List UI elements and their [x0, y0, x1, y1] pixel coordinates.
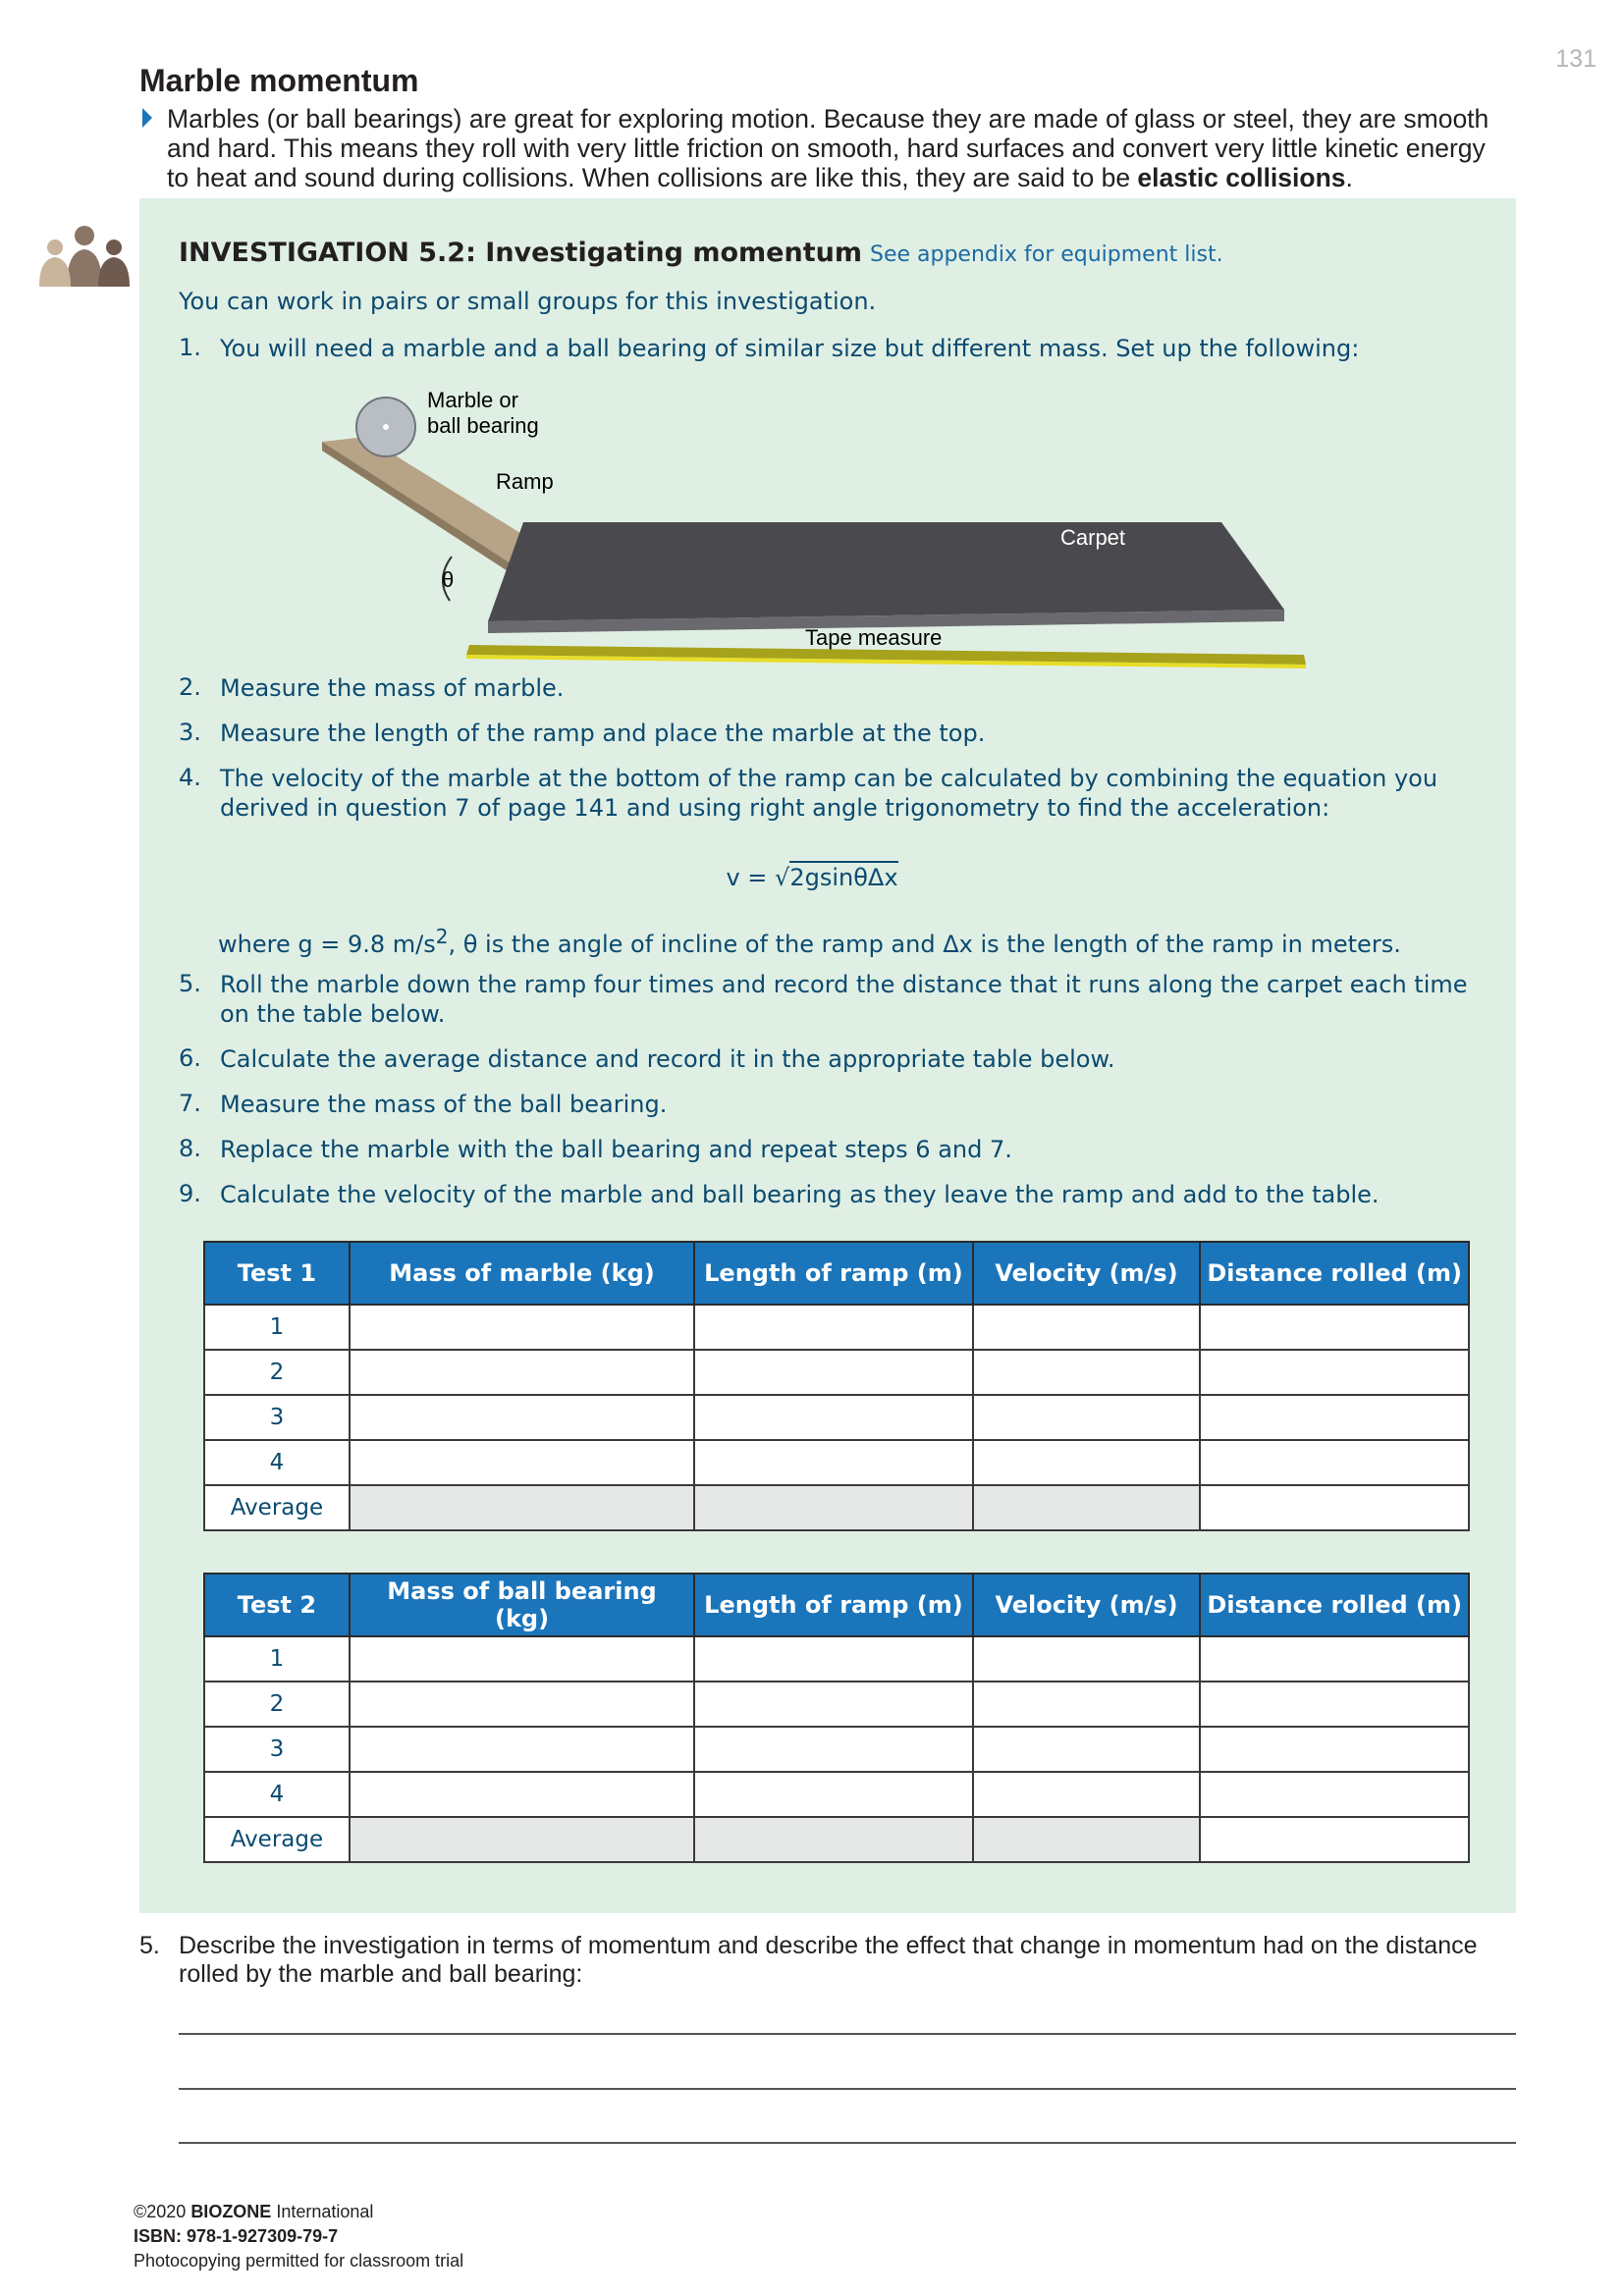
col-header-mass: Mass of marble (kg) — [350, 1242, 694, 1305]
footer — [134, 2200, 463, 2273]
shaded-cell — [350, 1817, 694, 1862]
answer-cell[interactable] — [973, 1305, 1201, 1350]
section-title: Marble momentum — [139, 63, 419, 98]
step-text: Calculate the velocity of the marble and ball bearing as they leave the ramp and add to the table. — [220, 1181, 1380, 1208]
ramp-label: Ramp — [496, 469, 554, 494]
answer-line[interactable] — [179, 2033, 1516, 2035]
page-number: 131 — [1555, 45, 1597, 73]
intro-text: Marbles (or ball bearings) are great for exploring motion. Because they are made of glass or steel, they are smooth and hard. This means they roll with very little friction on smooth, hard surfaces and convert very little kinetic energy to heat and sound during collisions. When collisions are like this, they are said to be — [167, 104, 1489, 192]
formula-explanation — [218, 925, 1494, 958]
tape-measure-label: Tape measure — [805, 625, 943, 650]
shaded-cell — [973, 1485, 1201, 1530]
step-number: 1. — [179, 334, 201, 361]
step-3 — [179, 719, 1494, 748]
step-text: Roll the marble down the ramp four times and record the distance that it runs along the carpet each time on the table below. — [220, 971, 1468, 1028]
row-label: Average — [204, 1485, 350, 1530]
answer-cell[interactable] — [694, 1636, 973, 1682]
col-header-test: Test 1 — [204, 1242, 350, 1305]
answer-cell[interactable] — [1200, 1350, 1469, 1395]
step-1 — [179, 334, 1494, 363]
answer-cell[interactable] — [1200, 1395, 1469, 1440]
question-text: Describe the investigation in terms of momentum and describe the effect that change in momentum had on the distance rolled by the marble and ball bearing: — [179, 1932, 1478, 1988]
test-2-table — [203, 1573, 1470, 1863]
where-sup: 2 — [435, 925, 449, 948]
ramp-setup-diagram — [295, 388, 1326, 682]
table-header-row — [204, 1574, 1469, 1636]
answer-cell[interactable] — [973, 1350, 1201, 1395]
brand-name: BIOZONE — [190, 2202, 272, 2221]
answer-cell[interactable] — [1200, 1485, 1469, 1530]
answer-cell[interactable] — [973, 1772, 1201, 1817]
sqrt-symbol: √ — [775, 864, 790, 891]
table-row — [204, 1305, 1469, 1350]
step-text: Measure the mass of marble. — [220, 674, 565, 702]
where-text: where g = 9.8 m/s — [218, 931, 436, 958]
col-header-mass: Mass of ball bearing (kg) — [350, 1574, 694, 1636]
table-row — [204, 1636, 1469, 1682]
bullet-arrow-icon — [142, 108, 152, 128]
answer-cell[interactable] — [694, 1772, 973, 1817]
step-text: Replace the marble with the ball bearing and repeat steps 6 and 7. — [220, 1136, 1012, 1163]
step-number: 5. — [179, 970, 201, 997]
step-number: 8. — [179, 1135, 201, 1162]
table-row-average — [204, 1817, 1469, 1862]
row-label: 3 — [204, 1395, 350, 1440]
answer-line[interactable] — [179, 2142, 1516, 2144]
col-header-velocity: Velocity (m/s) — [973, 1574, 1201, 1636]
answer-cell[interactable] — [694, 1682, 973, 1727]
copyright-year: ©2020 — [134, 2202, 191, 2221]
table-row — [204, 1772, 1469, 1817]
answer-cell[interactable] — [350, 1305, 694, 1350]
where-text-end: , θ is the angle of incline of the ramp and Δx is the length of the ramp in meters. — [448, 931, 1401, 958]
answer-cell[interactable] — [694, 1350, 973, 1395]
answer-line[interactable] — [179, 2088, 1516, 2090]
step-5 — [179, 970, 1494, 1029]
answer-cell[interactable] — [973, 1727, 1201, 1772]
step-number: 6. — [179, 1044, 201, 1072]
carpet-top — [488, 522, 1284, 621]
question-5 — [139, 1932, 1514, 1989]
equipment-note: See appendix for equipment list. — [869, 242, 1223, 267]
answer-cell[interactable] — [694, 1305, 973, 1350]
step-number: 2. — [179, 673, 201, 701]
answer-cell[interactable] — [350, 1395, 694, 1440]
row-label: 2 — [204, 1350, 350, 1395]
step-2 — [179, 673, 1494, 703]
answer-cell[interactable] — [350, 1682, 694, 1727]
answer-cell[interactable] — [350, 1350, 694, 1395]
step-text: You will need a marble and a ball bearing of similar size but different mass. Set up the following: — [220, 335, 1360, 362]
table-row — [204, 1440, 1469, 1485]
shaded-cell — [694, 1485, 973, 1530]
step-7 — [179, 1090, 1494, 1119]
table-row — [204, 1682, 1469, 1727]
answer-cell[interactable] — [1200, 1772, 1469, 1817]
shaded-cell — [350, 1485, 694, 1530]
theta-label: θ — [442, 567, 455, 592]
step-6 — [179, 1044, 1494, 1074]
col-header-length: Length of ramp (m) — [694, 1242, 973, 1305]
step-text: Calculate the average distance and record it in the appropriate table below. — [220, 1045, 1115, 1073]
row-label: 1 — [204, 1636, 350, 1682]
formula-radicand: 2gsinθΔx — [789, 861, 897, 891]
row-label: 3 — [204, 1727, 350, 1772]
row-label: 1 — [204, 1305, 350, 1350]
table-row — [204, 1727, 1469, 1772]
carpet-label: Carpet — [1060, 525, 1126, 550]
answer-cell[interactable] — [1200, 1727, 1469, 1772]
row-label: 4 — [204, 1440, 350, 1485]
shaded-cell — [694, 1817, 973, 1862]
step-number: 9. — [179, 1180, 201, 1207]
answer-cell[interactable] — [350, 1772, 694, 1817]
step-number: 7. — [179, 1090, 201, 1117]
answer-cell[interactable] — [1200, 1682, 1469, 1727]
answer-cell[interactable] — [350, 1636, 694, 1682]
answer-cell[interactable] — [973, 1682, 1201, 1727]
answer-cell[interactable] — [350, 1727, 694, 1772]
investigation-title: INVESTIGATION 5.2: Investigating momentum — [179, 238, 862, 268]
step-text: The velocity of the marble at the bottom of the ramp can be calculated by combining the equation you derived in question 7 of page 141 and using right angle trigonometry to find the acceleration: — [220, 765, 1438, 822]
question-number: 5. — [139, 1932, 160, 1959]
step-8 — [179, 1135, 1494, 1164]
answer-cell[interactable] — [350, 1440, 694, 1485]
answer-cell[interactable] — [1200, 1817, 1469, 1862]
ramp-edge — [322, 442, 535, 589]
copyright-suffix: International — [271, 2202, 374, 2221]
table-row — [204, 1395, 1469, 1440]
table-row — [204, 1350, 1469, 1395]
answer-cell[interactable] — [694, 1440, 973, 1485]
table-row-average — [204, 1485, 1469, 1530]
answer-cell[interactable] — [973, 1636, 1201, 1682]
col-header-length: Length of ramp (m) — [694, 1574, 973, 1636]
table-header-row — [204, 1242, 1469, 1305]
isbn: ISBN: 978-1-927309-79-7 — [134, 2226, 339, 2246]
group-work-icon — [35, 226, 134, 289]
step-number: 3. — [179, 719, 201, 746]
shaded-cell — [973, 1817, 1201, 1862]
marble-label-line-1: Marble or — [427, 388, 518, 412]
elastic-collisions-term: elastic collisions — [1137, 163, 1346, 192]
investigation-heading — [179, 238, 1223, 268]
test-1-table — [203, 1241, 1470, 1531]
step-text: Measure the length of the ramp and place the marble at the top. — [220, 720, 986, 747]
velocity-formula — [0, 864, 1624, 891]
step-4 — [179, 764, 1494, 823]
answer-cell[interactable] — [694, 1395, 973, 1440]
col-header-test: Test 2 — [204, 1574, 350, 1636]
answer-cell[interactable] — [1200, 1636, 1469, 1682]
answer-cell[interactable] — [1200, 1305, 1469, 1350]
answer-cell[interactable] — [1200, 1440, 1469, 1485]
copyright — [134, 2200, 463, 2224]
col-header-distance: Distance rolled (m) — [1200, 1574, 1469, 1636]
col-header-velocity: Velocity (m/s) — [973, 1242, 1201, 1305]
row-label: 4 — [204, 1772, 350, 1817]
formula-lhs: v = — [726, 864, 776, 891]
intro-end: . — [1345, 163, 1353, 192]
intro-paragraph — [167, 104, 1512, 192]
col-header-distance: Distance rolled (m) — [1200, 1242, 1469, 1305]
answer-cell[interactable] — [973, 1440, 1201, 1485]
row-label: 2 — [204, 1682, 350, 1727]
answer-cell[interactable] — [973, 1395, 1201, 1440]
marble-highlight — [383, 424, 389, 430]
step-9 — [179, 1180, 1494, 1209]
photocopy-permission: Photocopying permitted for classroom trial — [134, 2251, 464, 2270]
step-text: Measure the mass of the ball bearing. — [220, 1091, 668, 1118]
group-note: You can work in pairs or small groups for this investigation. — [179, 288, 877, 315]
step-number: 4. — [179, 764, 201, 791]
row-label: Average — [204, 1817, 350, 1862]
answer-cell[interactable] — [694, 1727, 973, 1772]
marble-label-line-2: ball bearing — [427, 413, 539, 438]
